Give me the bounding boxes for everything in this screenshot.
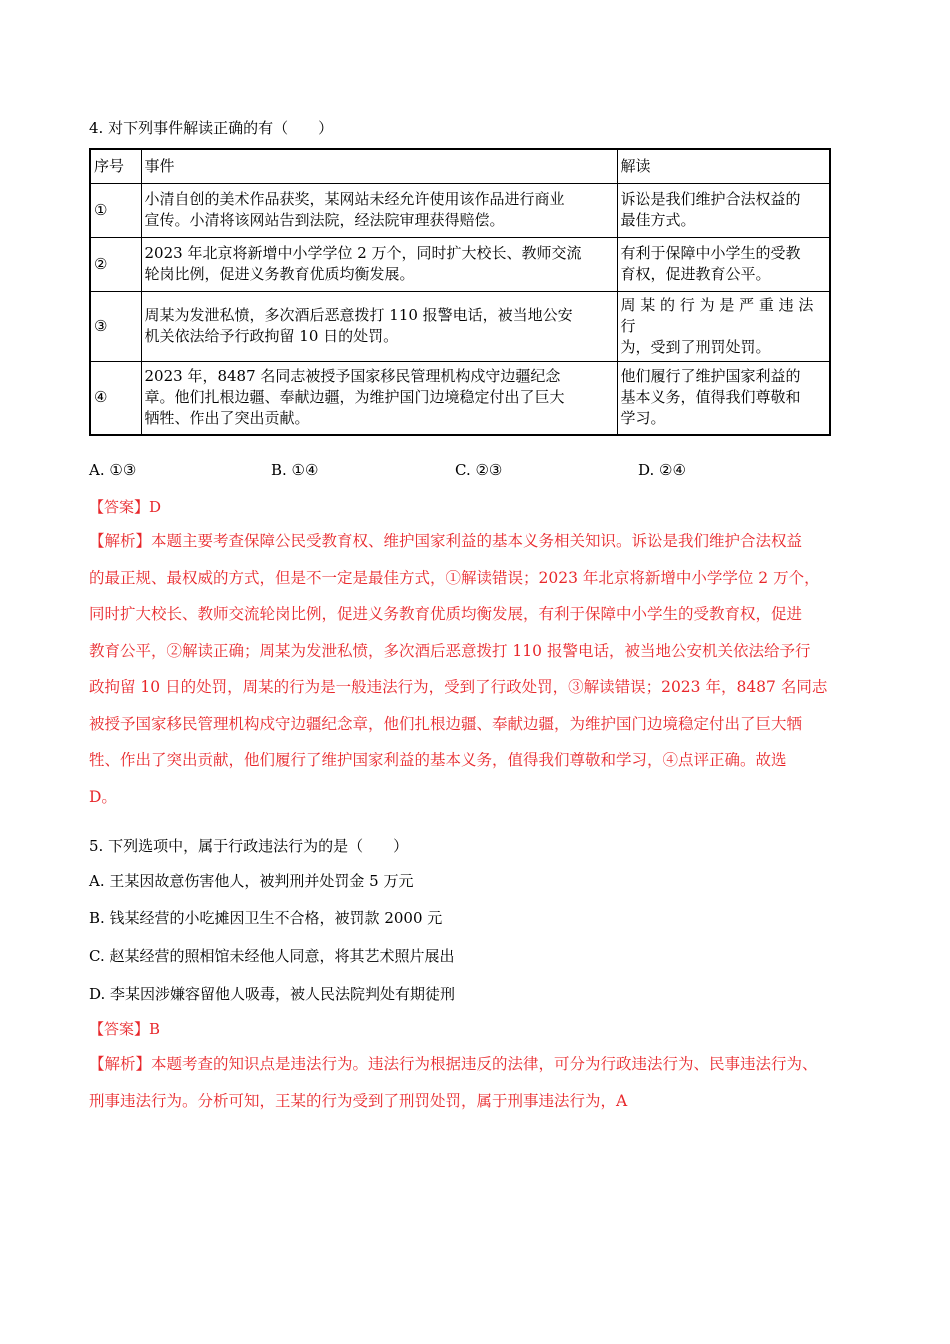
q4-option-d: D. ②④: [638, 461, 686, 479]
q5-option-b: B. 钱某经营的小吃摊因卫生不合格，被罚款 2000 元: [89, 909, 443, 927]
q5-option-a: A. 王某因故意伤害他人，被判刑并处罚金 5 万元: [89, 872, 414, 890]
table-row: [90, 183, 830, 237]
event-line: 小清自创的美术作品获奖，某网站未经允许使用该作品进行商业: [144, 190, 565, 208]
reading-line: 诉讼是我们维护合法权益的: [620, 190, 801, 208]
event-line: 章。他们扎根边疆、奉献边疆，为维护国门边境稳定付出了巨大: [144, 388, 565, 407]
row-number: ③: [90, 291, 141, 361]
header-reading: 解读: [617, 149, 830, 183]
analysis-line: 被授予国家移民管理机构戍守边疆纪念章，他们扎根边疆、奉献边疆，为维护国门边境稳定付出了巨大牺: [89, 714, 803, 733]
events-table: [89, 148, 831, 436]
reading-line: 学习。: [620, 409, 666, 428]
row-number: ①: [90, 183, 141, 237]
q4-stem: 4. 对下列事件解读正确的有（ ）: [89, 119, 334, 137]
row-event: [141, 183, 617, 237]
row-reading: [617, 237, 830, 291]
reading-line: 周 某 的 行 为 是 严 重 违 法 行: [620, 295, 814, 335]
row-event: [141, 291, 617, 361]
row-reading: [617, 291, 830, 361]
header-event: 事件: [141, 149, 617, 183]
event-line: 轮岗比例，促进义务教育优质均衡发展。: [144, 265, 415, 283]
reading-line: 他们履行了维护国家利益的: [620, 367, 801, 386]
q5-answer: 【答案】B: [89, 1020, 161, 1038]
row-number: ④: [90, 361, 141, 435]
analysis-line: 【解析】本题考查的知识点是违法行为。违法行为根据违反的法律，可分为行政违法行为、民事违法行为、: [89, 1055, 818, 1073]
q4-option-a: A. ①③: [89, 461, 137, 479]
row-event: [141, 237, 617, 291]
q4-option-c: C. ②③: [455, 461, 503, 479]
table-header-row: [90, 149, 830, 183]
event-line: 2023 年北京将新增中小学学位 2 万个，同时扩大校长、教师交流: [144, 244, 582, 262]
reading-line: 为，受到了刑罚处罚。: [620, 337, 771, 356]
header-number: 序号: [90, 149, 141, 183]
q5-option-d: D. 李某因涉嫌容留他人吸毒，被人民法院判处有期徒刑: [89, 985, 456, 1003]
reading-line: 最佳方式。: [620, 211, 696, 229]
row-event: [141, 361, 617, 435]
reading-line: 育权，促进教育公平。: [620, 265, 771, 283]
q5-analysis: [89, 1046, 818, 1119]
event-line: 牺牲、作出了突出贡献。: [144, 409, 310, 428]
table-row: [90, 291, 830, 361]
reading-line: 有利于保障中小学生的受教: [620, 244, 801, 262]
q5-stem: 5. 下列选项中，属于行政违法行为的是（ ）: [89, 837, 409, 855]
event-line: 2023 年，8487 名同志被授予国家移民管理机构戍守边疆纪念: [144, 367, 561, 386]
analysis-line: 教育公平，②解读正确；周某为发泄私愤，多次酒后恶意拨打 110 报警电话，被当地公安机关依法给予行: [89, 641, 811, 660]
analysis-line: 牲、作出了突出贡献，他们履行了维护国家利益的基本义务，值得我们尊敬和学习，④点评正确。故选: [89, 751, 787, 769]
row-reading: [617, 361, 830, 435]
analysis-line: 【解析】本题主要考查保障公民受教育权、维护国家利益的基本义务相关知识。诉讼是我们维护合法权益: [89, 532, 803, 550]
row-number: ②: [90, 237, 141, 291]
row-reading: [617, 183, 830, 237]
event-line: 机关依法给予行政拘留 10 日的处罚。: [144, 327, 399, 345]
q4-analysis: [89, 523, 827, 815]
event-line: 宣传。小清将该网站告到法院，经法院审理获得赔偿。: [144, 211, 505, 229]
analysis-line: 同时扩大校长、教师交流轮岗比例，促进义务教育优质均衡发展，有利于保障中小学生的受教育权，促进: [89, 605, 803, 623]
table-row: [90, 237, 830, 291]
analysis-line: 的最正规、最权威的方式，但是不一定是最佳方式，①解读错误；2023 年北京将新增中小学学位 2 万个，: [89, 568, 820, 587]
analysis-line: 政拘留 10 日的处罚，周某的行为是一般违法行为，受到了行政处罚，③解读错误；2023 年，8487 名同志: [89, 678, 828, 696]
table-row: [90, 361, 830, 435]
event-line: 周某为发泄私愤，多次酒后恶意拨打 110 报警电话，被当地公安: [144, 306, 573, 324]
q4-answer: 【答案】D: [89, 498, 162, 516]
q4-option-b: B. ①④: [271, 461, 319, 479]
reading-line: 基本义务，值得我们尊敬和: [620, 388, 801, 407]
q5-option-c: C. 赵某经营的照相馆未经他人同意，将其艺术照片展出: [89, 947, 455, 965]
analysis-line: 刑事违法行为。分析可知，王某的行为受到了刑罚处罚，属于刑事违法行为，A: [89, 1091, 628, 1110]
analysis-line: D。: [89, 787, 117, 806]
